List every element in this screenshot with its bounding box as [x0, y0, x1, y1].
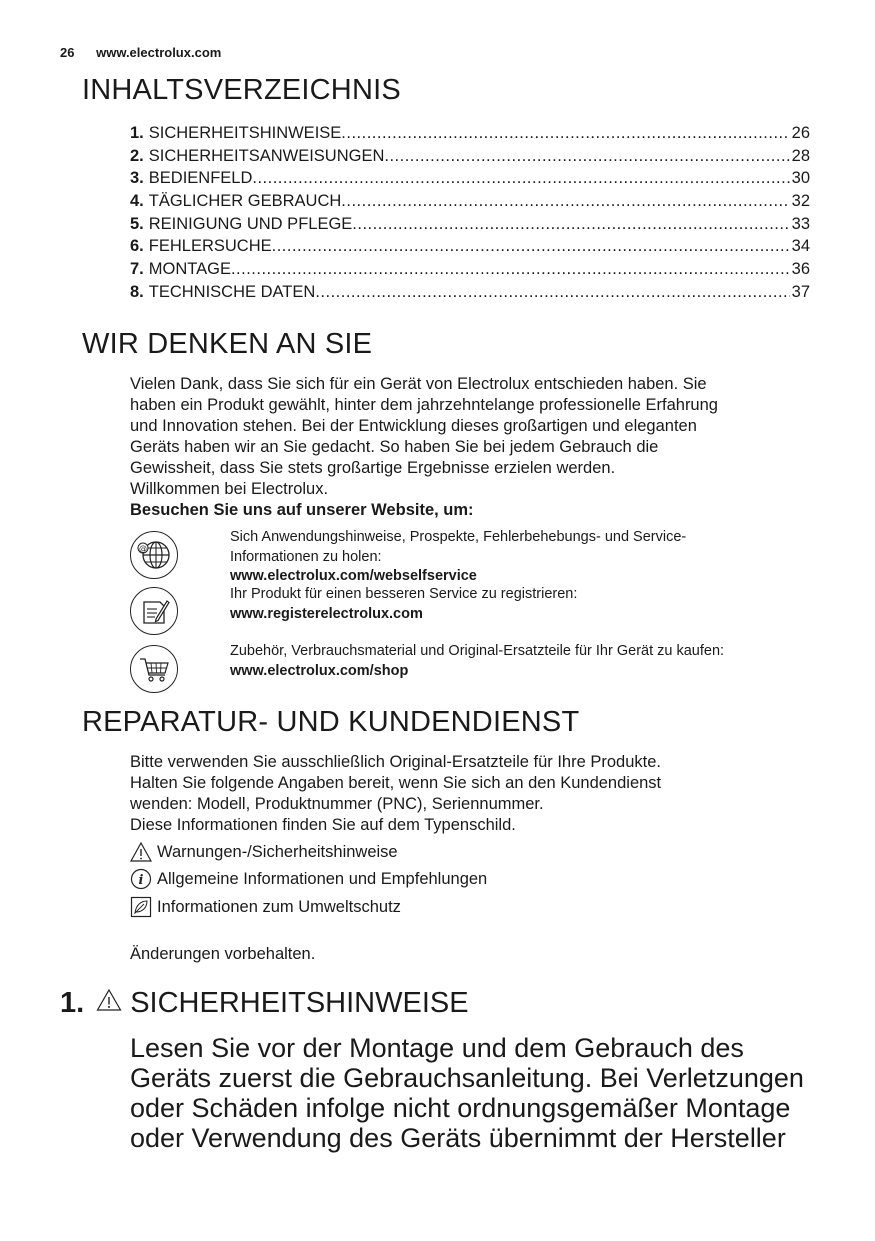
toc-item-label: SICHERHEITSHINWEISE: [148, 124, 342, 142]
shop-link[interactable]: www.electrolux.com/shop: [230, 662, 409, 679]
toc-item-page: 28: [791, 146, 810, 165]
warning-triangle-icon: [130, 841, 152, 863]
shopping-cart-icon: [130, 645, 178, 693]
header-site-link[interactable]: www.electrolux.com: [96, 45, 222, 60]
warning-triangle-icon: [96, 987, 122, 1020]
safety-title: SICHERHEITSHINWEISE: [130, 987, 469, 1019]
toc-item-label: MONTAGE: [148, 260, 231, 279]
toc-item-page: 32: [791, 192, 810, 211]
toc-item[interactable]: 6. FEHLERSUCHE ..... 34: [130, 235, 810, 258]
toc-item-page: 30: [791, 169, 810, 188]
svg-text:i: i: [138, 873, 144, 888]
intro-paragraph: Vielen Dank, dass Sie sich für ein Gerät von Electrolux entschieden haben. Sie haben ein Produkt gewählt, hinter dem jahrzehntelange professionelle Erfahrung und Innovation stehen. Bei der Entwicklung dieses großartigen und eleganten Geräts haben wir an Sie gedacht. So haben Sie bei jedem Gebrauch die Gewissheit, dass Sie stets großartige Ergebnisse erzielen werden. Willkommen bei Electrolux. Besuchen Sie uns auf unserer Website, um:: [130, 374, 810, 521]
toc-item[interactable]: 7. MONTAGE ..... 36: [130, 258, 810, 281]
toc-item-label: TÄGLICHER GEBRAUCH: [148, 192, 342, 211]
globe-web-icon: [130, 531, 178, 579]
table-of-contents: [130, 122, 810, 304]
toc-item-label: SICHERHEITSANWEISUNGEN: [148, 146, 385, 165]
changes-note: Änderungen vorbehalten.: [130, 945, 316, 963]
toc-item[interactable]: 2. SICHERHEITSANWEISUNGEN ..... 28: [130, 145, 810, 168]
visit-label: Besuchen Sie uns auf unserer Website, um:: [130, 501, 474, 519]
toc-item[interactable]: 3. BEDIENFELD ..... 30: [130, 167, 810, 190]
toc-item-page: 37: [791, 282, 810, 301]
legend-warning: Warnungen-/Sicherheitshinweise: [130, 841, 398, 863]
safety-intro-paragraph: Lesen Sie vor der Montage und dem Gebrauch des Geräts zuerst die Gebrauchsanleitung. Bei Verletzungen oder Schäden infolge nicht ordnungsgemäßer Montage oder Verwendung des Geräts übernimmt der Hersteller: [130, 1033, 804, 1153]
toc-title: INHALTSVERZEICHNIS: [82, 74, 401, 106]
safety-number: 1.: [60, 987, 85, 1019]
toc-item[interactable]: 8. TECHNISCHE DATEN ..... 37: [130, 281, 810, 304]
toc-item-label: FEHLERSUCHE: [148, 237, 272, 256]
toc-item-page: 33: [791, 214, 810, 233]
svg-text:@: @: [139, 544, 147, 553]
toc-item-label: REINIGUNG UND PFLEGE: [148, 214, 353, 233]
register-notepad-icon: [130, 587, 178, 635]
legend-info: i Allgemeine Informationen und Empfehlungen: [130, 868, 487, 890]
page-header: [60, 45, 221, 60]
info-icon: [130, 868, 152, 890]
intro-title: WIR DENKEN AN SIE: [82, 328, 373, 360]
register-link[interactable]: www.registerelectrolux.com: [230, 605, 423, 622]
toc-item-page: 36: [791, 260, 810, 279]
page-number: 26: [60, 45, 75, 60]
safety-heading: [60, 987, 469, 1020]
toc-item-label: TECHNISCHE DATEN: [148, 282, 316, 301]
service-paragraph: Bitte verwenden Sie ausschließlich Original-Ersatzteile für Ihre Produkte. Halten Sie folgende Angaben bereit, wenn Sie sich an den Kundendienst wenden: Modell, Produktnummer (PNC), Seriennummer. Diese Informationen finden Sie auf dem Typenschild.: [130, 753, 662, 834]
toc-item[interactable]: 4. TÄGLICHER GEBRAUCH ..... 32: [130, 190, 810, 213]
webselfservice-link[interactable]: www.electrolux.com/webselfservice: [230, 568, 477, 584]
service-title: REPARATUR- UND KUNDENDIENST: [82, 706, 580, 738]
toc-item-page: 26: [791, 124, 810, 142]
toc-item[interactable]: 1. SICHERHEITSHINWEISE ..... 26: [130, 122, 810, 145]
toc-item[interactable]: 5. REINIGUNG UND PFLEGE ..... 33: [130, 213, 810, 236]
legend-environment: Informationen zum Umweltschutz: [130, 896, 401, 918]
toc-item-label: BEDIENFELD: [148, 169, 253, 188]
toc-item-page: 34: [791, 237, 810, 256]
environment-leaf-icon: [130, 896, 152, 918]
